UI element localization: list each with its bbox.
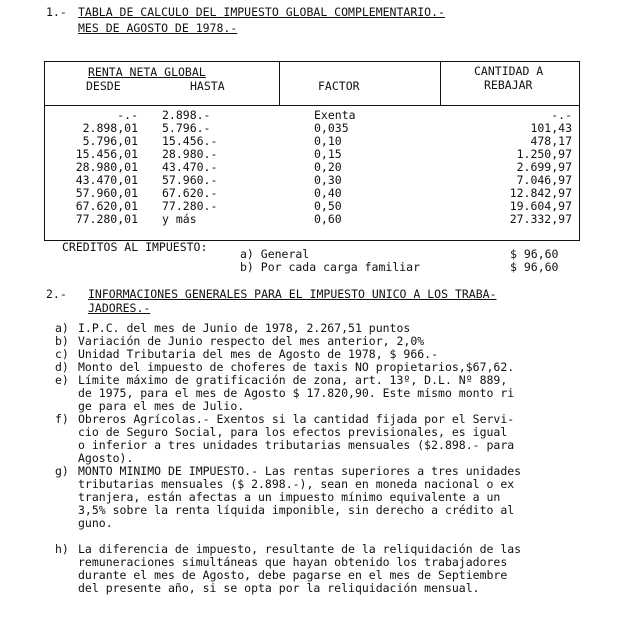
cell-hasta: 77.280.- [162, 199, 218, 213]
cell-factor: 0,50 [314, 199, 342, 213]
credito-general-value: $ 96,60 [510, 247, 559, 261]
list-item-letter: d) [55, 360, 69, 374]
cell-factor: 0,60 [314, 212, 342, 226]
cell-desde: 28.980,01 [75, 160, 138, 174]
list-item-text: La diferencia de impuesto, resultante de la reliquidación de las [78, 542, 522, 556]
cell-hasta: 5.796.- [162, 121, 211, 135]
section-1-title: TABLA DE CALCULO DEL IMPUESTO GLOBAL COMPLEMENTARIO.- [78, 5, 445, 19]
cell-desde: 77.280,01 [75, 212, 138, 226]
cell-cantidad: 27.332,97 [509, 212, 572, 226]
list-item-text: Monto del impuesto de choferes de taxis NO propietarios,$67,62. [78, 360, 515, 374]
list-item-text: de 1975, para el mes de Agosto $ 17.820,90. Este mismo monto ri [78, 386, 515, 400]
cell-factor: 0,035 [314, 121, 349, 135]
list-item-letter: b) [55, 334, 69, 348]
list-item-text: o inferior a tres unidades tributarias mensuales ($2.898.- para [78, 438, 515, 452]
cell-factor: Exenta [314, 108, 356, 122]
header-hasta: HASTA [190, 79, 225, 93]
list-item-text: tributarias mensuales ($ 2.898.-), sean en moneda nacional o ex [78, 477, 515, 491]
cell-cantidad: 478,17 [530, 134, 572, 148]
list-item-text: Agosto). [78, 451, 134, 465]
list-item-letter: e) [55, 373, 69, 387]
section-2-title: INFORMACIONES GENERALES PARA EL IMPUESTO UNICO A LOS TRABA- [88, 287, 497, 301]
cell-cantidad: 12.842,97 [509, 186, 572, 200]
cell-hasta: 15.456.- [162, 134, 218, 148]
cell-cantidad: 7.046,97 [516, 173, 572, 187]
list-item-text: durante el mes de Agosto, debe pagarse en el mes de Septiembre [78, 568, 508, 582]
cell-desde: -.- [117, 108, 138, 122]
header-desde: DESDE [86, 79, 121, 93]
cell-cantidad: 2.699,97 [516, 160, 572, 174]
cell-hasta: 43.470.- [162, 160, 218, 174]
list-item-text: Unidad Tributaria del mes de Agosto de 1978, $ 966.- [78, 347, 439, 361]
list-item-text: Límite máximo de gratificación de zona, art. 13º, D.L. Nº 889, [78, 373, 508, 387]
cell-cantidad: 19.604,97 [509, 199, 572, 213]
cell-desde: 43.470,01 [75, 173, 138, 187]
section-2-title-cont: JADORES.- [88, 301, 151, 315]
list-item-letter: h) [55, 542, 69, 556]
cell-factor: 0,20 [314, 160, 342, 174]
list-item-text: tranjera, están afectas a un impuesto mínimo equivalente a un [78, 490, 501, 504]
list-item-letter: f) [55, 412, 69, 426]
section-2-number: 2.- [46, 287, 67, 301]
list-item-text: Obreros Agrícolas.- Exentos si la cantidad fijada por el Servi- [78, 412, 515, 426]
list-item-letter: a) [55, 321, 69, 335]
table-row [0, 213, 630, 226]
cell-desde: 57.960,01 [75, 186, 138, 200]
cell-factor: 0,15 [314, 147, 342, 161]
list-item-letter: c) [55, 347, 69, 361]
cell-cantidad: 1.250,97 [516, 147, 572, 161]
section-1-subtitle: MES DE AGOSTO DE 1978.- [78, 21, 238, 35]
cell-desde: 15.456,01 [75, 147, 138, 161]
cell-cantidad: 101,43 [530, 121, 572, 135]
cell-desde: 67.620,01 [75, 199, 138, 213]
cell-hasta: 67.620.- [162, 186, 218, 200]
table-col-divider-1 [279, 61, 280, 105]
header-renta-neta: RENTA NETA GLOBAL [88, 65, 206, 79]
list-item-text: del presente año, si se opta por la reliquidación mensual. [78, 581, 480, 595]
cell-cantidad: -.- [551, 108, 572, 122]
list-item-text: I.P.C. del mes de Junio de 1978, 2.267,51 puntos [78, 321, 411, 335]
credito-carga-value: $ 96,60 [510, 260, 559, 274]
header-cantidad: CANTIDAD A [474, 64, 544, 78]
table-header-divider [44, 105, 580, 106]
section-1-number: 1.- [46, 5, 67, 19]
list-item-text: Variación de Junio respecto del mes anterior, 2,0% [78, 334, 425, 348]
header-factor: FACTOR [318, 79, 360, 93]
header-rebajar: REBAJAR [484, 78, 533, 92]
cell-hasta: 2.898.- [162, 108, 211, 122]
cell-factor: 0,30 [314, 173, 342, 187]
cell-factor: 0,40 [314, 186, 342, 200]
list-item-text: cio de Seguro Social, para los efectos previsionales, es igual [78, 425, 508, 439]
creditos-label: CREDITOS AL IMPUESTO: [62, 240, 208, 254]
list-item-text: 3,5% sobre la renta líquida imponible, sin derecho a crédito al [78, 503, 515, 517]
list-item-text: MONTO MINIMO DE IMPUESTO.- Las rentas superiores a tres unidades [78, 464, 522, 478]
credito-general-label: a) General [240, 247, 310, 261]
cell-hasta: y más [162, 212, 197, 226]
cell-hasta: 28.980.- [162, 147, 218, 161]
list-item-text: ge para el mes de Julio. [78, 399, 245, 413]
list-item-letter: g) [55, 464, 69, 478]
credito-carga-label: b) Por cada carga familiar [240, 260, 421, 274]
table-col-divider-2 [440, 61, 441, 105]
cell-desde: 5.796,01 [82, 134, 138, 148]
cell-desde: 2.898,01 [82, 121, 138, 135]
list-item-text: remuneraciones simultáneas que hayan obtenido los trabajadores [78, 555, 508, 569]
cell-hasta: 57.960.- [162, 173, 218, 187]
list-item-text: guno. [78, 516, 113, 530]
cell-factor: 0,10 [314, 134, 342, 148]
